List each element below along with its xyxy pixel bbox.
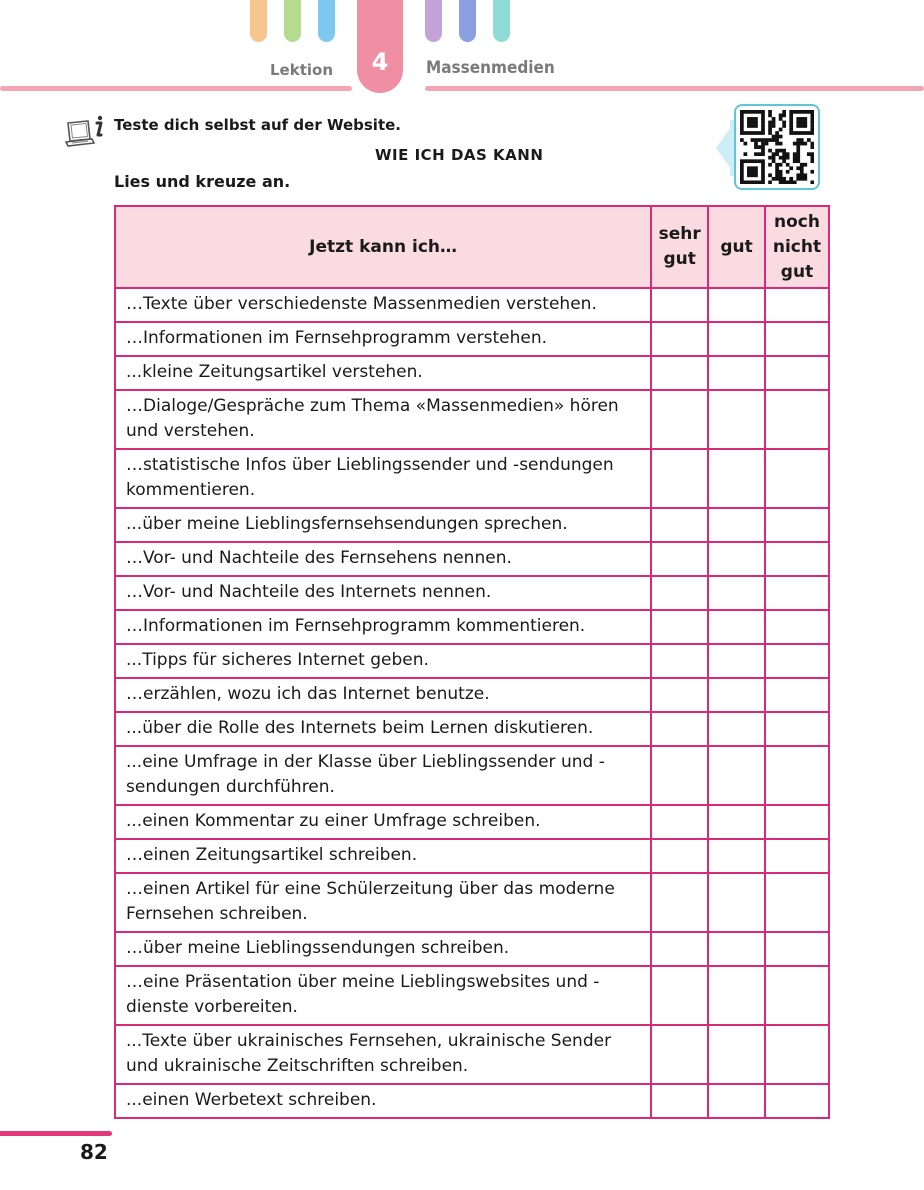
checkbox-cell-good[interactable] <box>708 610 765 644</box>
checkbox-cell-not-yet-good[interactable] <box>765 356 829 390</box>
checkbox-cell-not-yet-good[interactable] <box>765 805 829 839</box>
row-statement: ...über die Rolle des Internets beim Lernen diskutieren. <box>115 712 651 746</box>
table-row <box>115 356 829 390</box>
checkbox-cell-good[interactable] <box>708 712 765 746</box>
checkbox-cell-good[interactable] <box>708 678 765 712</box>
checkbox-cell-very-good[interactable] <box>651 322 708 356</box>
checkbox-cell-not-yet-good[interactable] <box>765 839 829 873</box>
checkbox-cell-very-good[interactable] <box>651 932 708 966</box>
checkbox-cell-not-yet-good[interactable] <box>765 644 829 678</box>
column-header-not-yet-good: noch nicht gut <box>765 206 829 288</box>
website-hint: Teste dich selbst auf der Website. <box>114 116 401 134</box>
row-statement: …Dialoge/Gespräche zum Thema «Massenmedien» hören und verstehen. <box>115 390 651 449</box>
checkbox-cell-good[interactable] <box>708 932 765 966</box>
qr-code-icon[interactable] <box>734 104 820 190</box>
checkbox-cell-very-good[interactable] <box>651 508 708 542</box>
row-statement: …Vor- und Nachteile des Internets nennen. <box>115 576 651 610</box>
column-header-good: gut <box>708 206 765 288</box>
checkbox-cell-very-good[interactable] <box>651 390 708 449</box>
self-assessment-table <box>114 205 830 1119</box>
table-row <box>115 966 829 1025</box>
checkbox-cell-not-yet-good[interactable] <box>765 1084 829 1118</box>
row-statement: …eine Präsentation über meine Lieblingswebsites und -dienste vorbereiten. <box>115 966 651 1025</box>
row-statement: ...Texte über ukrainisches Fernsehen, ukrainische Sender und ukrainische Zeitschriften schreiben. <box>115 1025 651 1084</box>
checkbox-cell-very-good[interactable] <box>651 873 708 932</box>
table-row <box>115 712 829 746</box>
table-header-row <box>115 206 829 288</box>
checkbox-cell-not-yet-good[interactable] <box>765 1025 829 1084</box>
checkbox-cell-good[interactable] <box>708 839 765 873</box>
section-heading: WIE ICH DAS KANN <box>375 146 544 164</box>
checkbox-cell-good[interactable] <box>708 508 765 542</box>
table-row <box>115 322 829 356</box>
row-statement: …Informationen im Fernsehprogramm kommentieren. <box>115 610 651 644</box>
table-row <box>115 542 829 576</box>
checkbox-cell-very-good[interactable] <box>651 966 708 1025</box>
checkbox-cell-not-yet-good[interactable] <box>765 712 829 746</box>
row-statement: …einen Artikel für eine Schülerzeitung über das moderne Fernsehen schreiben. <box>115 873 651 932</box>
row-statement: ...Tipps für sicheres Internet geben. <box>115 644 651 678</box>
color-tab <box>459 0 476 42</box>
color-tab <box>250 0 267 42</box>
checkbox-cell-good[interactable] <box>708 390 765 449</box>
column-header-very-good: sehr gut <box>651 206 708 288</box>
checkbox-cell-very-good[interactable] <box>651 576 708 610</box>
checkbox-cell-very-good[interactable] <box>651 839 708 873</box>
checkbox-cell-good[interactable] <box>708 644 765 678</box>
lesson-title: Massenmedien <box>426 58 555 78</box>
table-row <box>115 1084 829 1118</box>
checkbox-cell-good[interactable] <box>708 288 765 322</box>
checkbox-cell-very-good[interactable] <box>651 712 708 746</box>
color-tab <box>318 0 335 42</box>
checkbox-cell-very-good[interactable] <box>651 805 708 839</box>
row-statement: …Informationen im Fernsehprogramm verstehen. <box>115 322 651 356</box>
row-statement: …Texte über verschiedenste Massenmedien verstehen. <box>115 288 651 322</box>
task-instruction: Lies und kreuze an. <box>114 172 291 191</box>
row-statement: ...über meine Lieblingsfernsehsendungen sprechen. <box>115 508 651 542</box>
color-tab <box>284 0 301 42</box>
checkbox-cell-good[interactable] <box>708 322 765 356</box>
row-statement: …Vor- und Nachteile des Fernsehens nennen. <box>115 542 651 576</box>
row-statement: ...kleine Zeitungsartikel verstehen. <box>115 356 651 390</box>
checkbox-cell-not-yet-good[interactable] <box>765 322 829 356</box>
table-row <box>115 576 829 610</box>
checkbox-cell-good[interactable] <box>708 1084 765 1118</box>
checkbox-cell-good[interactable] <box>708 356 765 390</box>
table-row <box>115 839 829 873</box>
checkbox-cell-very-good[interactable] <box>651 1025 708 1084</box>
table-row <box>115 805 829 839</box>
checkbox-cell-not-yet-good[interactable] <box>765 746 829 805</box>
checkbox-cell-not-yet-good[interactable] <box>765 966 829 1025</box>
table-row <box>115 288 829 322</box>
header-rule-right <box>425 86 924 91</box>
checkbox-cell-very-good[interactable] <box>651 746 708 805</box>
laptop-info-icon[interactable] <box>64 113 108 153</box>
checkbox-cell-very-good[interactable] <box>651 644 708 678</box>
qr-code-block[interactable] <box>700 104 824 192</box>
checkbox-cell-not-yet-good[interactable] <box>765 449 829 508</box>
table-row <box>115 746 829 805</box>
checkbox-cell-not-yet-good[interactable] <box>765 508 829 542</box>
checkbox-cell-not-yet-good[interactable] <box>765 390 829 449</box>
checkbox-cell-not-yet-good[interactable] <box>765 932 829 966</box>
color-tab <box>493 0 510 42</box>
checkbox-cell-very-good[interactable] <box>651 610 708 644</box>
lesson-number-tab <box>357 0 403 93</box>
row-statement: ...eine Umfrage in der Klasse über Lieblingssender und -sendungen durchführen. <box>115 746 651 805</box>
table-row <box>115 610 829 644</box>
checkbox-cell-good[interactable] <box>708 576 765 610</box>
page-number: 82 <box>80 1140 108 1164</box>
table-row <box>115 449 829 508</box>
checkbox-cell-very-good[interactable] <box>651 449 708 508</box>
table-row <box>115 508 829 542</box>
column-header-statement: Jetzt kann ich… <box>115 206 651 288</box>
row-statement: ...einen Werbetext schreiben. <box>115 1084 651 1118</box>
checkbox-cell-good[interactable] <box>708 873 765 932</box>
checkbox-cell-good[interactable] <box>708 746 765 805</box>
table-row <box>115 932 829 966</box>
checkbox-cell-not-yet-good[interactable] <box>765 610 829 644</box>
checkbox-cell-good[interactable] <box>708 805 765 839</box>
checkbox-cell-not-yet-good[interactable] <box>765 873 829 932</box>
checkbox-cell-very-good[interactable] <box>651 542 708 576</box>
table-row <box>115 1025 829 1084</box>
footer-bar <box>0 1131 112 1136</box>
checkbox-cell-good[interactable] <box>708 449 765 508</box>
checkbox-cell-not-yet-good[interactable] <box>765 542 829 576</box>
checkbox-cell-good[interactable] <box>708 966 765 1025</box>
checkbox-cell-very-good[interactable] <box>651 678 708 712</box>
row-statement: ...einen Kommentar zu einer Umfrage schreiben. <box>115 805 651 839</box>
row-statement: …erzählen, wozu ich das Internet benutze. <box>115 678 651 712</box>
checkbox-cell-very-good[interactable] <box>651 1084 708 1118</box>
row-statement: …einen Zeitungsartikel schreiben. <box>115 839 651 873</box>
table-row <box>115 873 829 932</box>
table-row <box>115 678 829 712</box>
lesson-number: 4 <box>371 48 389 76</box>
color-tab <box>425 0 442 42</box>
checkbox-cell-not-yet-good[interactable] <box>765 576 829 610</box>
row-statement: …statistische Infos über Lieblingssender und -sendungen kommentieren. <box>115 449 651 508</box>
checkbox-cell-not-yet-good[interactable] <box>765 678 829 712</box>
table-row <box>115 644 829 678</box>
checkbox-cell-good[interactable] <box>708 542 765 576</box>
header-rule-left <box>0 86 352 91</box>
checkbox-cell-very-good[interactable] <box>651 356 708 390</box>
table-row <box>115 390 829 449</box>
row-statement: …über meine Lieblingssendungen schreiben. <box>115 932 651 966</box>
checkbox-cell-not-yet-good[interactable] <box>765 288 829 322</box>
checkbox-cell-good[interactable] <box>708 1025 765 1084</box>
checkbox-cell-very-good[interactable] <box>651 288 708 322</box>
lesson-label: Lektion <box>270 61 334 79</box>
